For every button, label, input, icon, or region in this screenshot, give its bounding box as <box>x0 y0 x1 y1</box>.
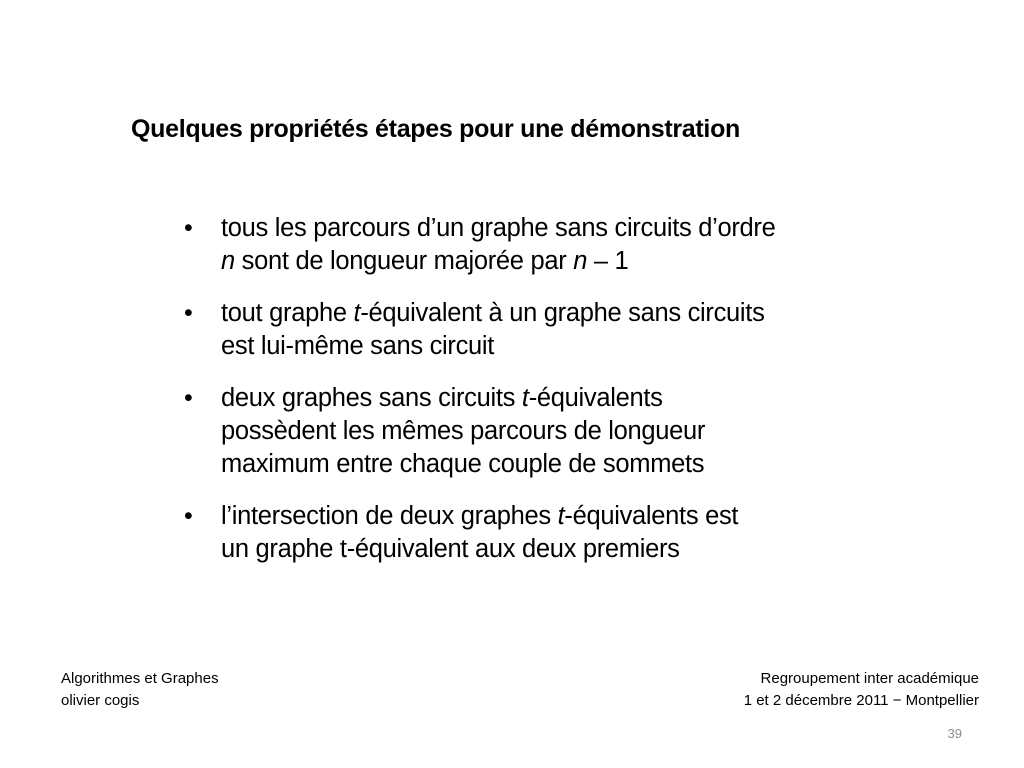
bullet-3-line-1 <box>221 382 934 415</box>
footer-course-title: Algorithmes et Graphes <box>61 670 219 687</box>
footer-left <box>61 668 219 712</box>
bullet-1-line-2 <box>221 245 934 278</box>
variable-t: t <box>353 299 361 327</box>
bullet-1-line-2-text: sont de longueur majorée par <box>234 247 574 275</box>
bullet-2-pre: tout graphe <box>221 299 354 327</box>
bullet-3-line-3: maximum entre chaque couple de sommets <box>221 450 705 478</box>
footer-event: Regroupement inter académique <box>760 670 979 687</box>
bullet-4-line-1 <box>221 500 934 533</box>
bullet-icon: • <box>184 384 193 412</box>
slide-title: Quelques propriétés étapes pour une démonstration <box>131 115 741 143</box>
bullet-list <box>184 212 934 585</box>
bullet-icon: • <box>184 299 193 327</box>
footer-right <box>744 668 979 712</box>
bullet-2-post: -équivalent à un graphe sans circuits <box>360 299 765 327</box>
variable-n: n <box>221 247 235 275</box>
bullet-4-pre: l’intersection de deux graphes <box>221 502 558 530</box>
bullet-item-1 <box>184 212 934 278</box>
bullet-icon: • <box>184 502 193 530</box>
page-number: 39 <box>947 726 962 741</box>
bullet-3-post: -équivalents <box>528 384 663 412</box>
variable-t: t <box>521 384 529 412</box>
footer-date-location: 1 et 2 décembre 2011 − Montpellier <box>743 692 979 709</box>
bullet-4-line-2: un graphe t-équivalent aux deux premiers <box>221 535 680 563</box>
bullet-item-2 <box>184 297 934 363</box>
bullet-3-pre: deux graphes sans circuits <box>221 384 522 412</box>
bullet-1-line-2-tail: – 1 <box>587 247 629 275</box>
bullet-4-post: -équivalents est <box>564 502 739 530</box>
bullet-item-3 <box>184 382 934 481</box>
bullet-1-line-1: tous les parcours d’un graphe sans circuits d’ordre <box>221 214 776 242</box>
bullet-2-line-2: est lui-même sans circuit <box>221 332 495 360</box>
bullet-icon: • <box>184 214 193 242</box>
variable-t: t <box>557 502 565 530</box>
footer-author: olivier cogis <box>61 692 140 709</box>
bullet-2-line-1 <box>221 297 934 330</box>
bullet-3-line-2: possèdent les mêmes parcours de longueur <box>221 417 706 445</box>
bullet-item-4 <box>184 500 934 566</box>
variable-n: n <box>573 247 588 275</box>
